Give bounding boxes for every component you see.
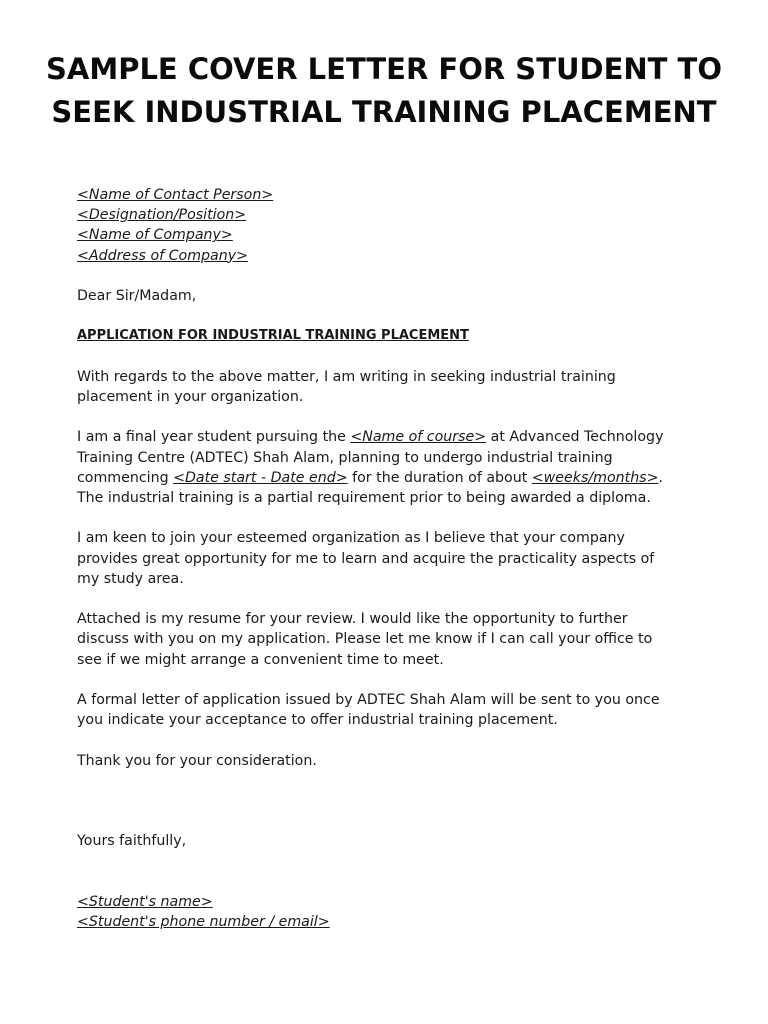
- paragraph-line: [77, 468, 697, 488]
- contact-person-placeholder: <Name of Contact Person>: [77, 187, 274, 203]
- paragraph-4: [77, 609, 697, 670]
- paragraph-line: [77, 427, 697, 447]
- title-line-2: SEEK INDUSTRIAL TRAINING PLACEMENT: [51, 95, 717, 129]
- letter-body: [77, 185, 697, 932]
- salutation: Dear Sir/Madam,: [77, 288, 197, 304]
- signature-block: [77, 892, 697, 932]
- dates-placeholder: <Date start - Date end>: [173, 469, 348, 486]
- paragraph-line: I am keen to join your esteemed organization as I believe that your company: [77, 530, 625, 547]
- text-fragment: for the duration of about: [347, 469, 532, 486]
- paragraph-1: [77, 367, 697, 407]
- subject-line: APPLICATION FOR INDUSTRIAL TRAINING PLACEMENT: [77, 328, 469, 344]
- title-line-1: SAMPLE COVER LETTER FOR STUDENT TO: [46, 52, 722, 86]
- paragraph-line: A formal letter of application issued by ADTEC Shah Alam will be sent to you once: [77, 691, 660, 708]
- company-name-placeholder: <Name of Company>: [77, 227, 233, 244]
- recipient-block: [77, 185, 697, 266]
- paragraph-line: Attached is my resume for your review. I would like the opportunity to further: [77, 611, 628, 628]
- designation-placeholder: <Designation/Position>: [77, 207, 247, 224]
- paragraph-3: [77, 528, 697, 589]
- thanks-line: Thank you for your consideration.: [77, 752, 317, 769]
- paragraph-line: With regards to the above matter, I am writing in seeking industrial training: [77, 368, 616, 385]
- paragraph-line: Training Centre (ADTEC) Shah Alam, planning to undergo industrial training: [77, 449, 613, 466]
- document-title: [0, 48, 768, 134]
- paragraph-line: you indicate your acceptance to offer industrial training placement.: [77, 712, 558, 729]
- paragraph-line: discuss with you on my application. Please let me know if I can call your office to: [77, 631, 653, 648]
- text-fragment: .: [658, 469, 663, 486]
- paragraph-line: provides great opportunity for me to learn and acquire the practicality aspects of: [77, 550, 655, 567]
- paragraph-line: The industrial training is a partial requirement prior to being awarded a diploma.: [77, 489, 651, 506]
- paragraph-2: [77, 427, 697, 508]
- paragraph-line: my study area.: [77, 570, 184, 587]
- student-name-placeholder: <Student's name>: [77, 893, 213, 910]
- closing-line: Yours faithfully,: [77, 833, 187, 850]
- duration-placeholder: <weeks/months>: [531, 469, 659, 486]
- course-placeholder: <Name of course>: [350, 429, 487, 446]
- student-contact-placeholder: <Student's phone number / email>: [77, 914, 330, 931]
- paragraph-line: placement in your organization.: [77, 388, 304, 405]
- text-fragment: at Advanced Technology: [486, 429, 664, 446]
- text-fragment: I am a final year student pursuing the: [77, 429, 351, 446]
- paragraph-line: see if we might arrange a convenient time to meet.: [77, 651, 444, 668]
- paragraph-5: [77, 690, 697, 730]
- text-fragment: commencing: [77, 469, 174, 486]
- company-address-placeholder: <Address of Company>: [77, 247, 249, 264]
